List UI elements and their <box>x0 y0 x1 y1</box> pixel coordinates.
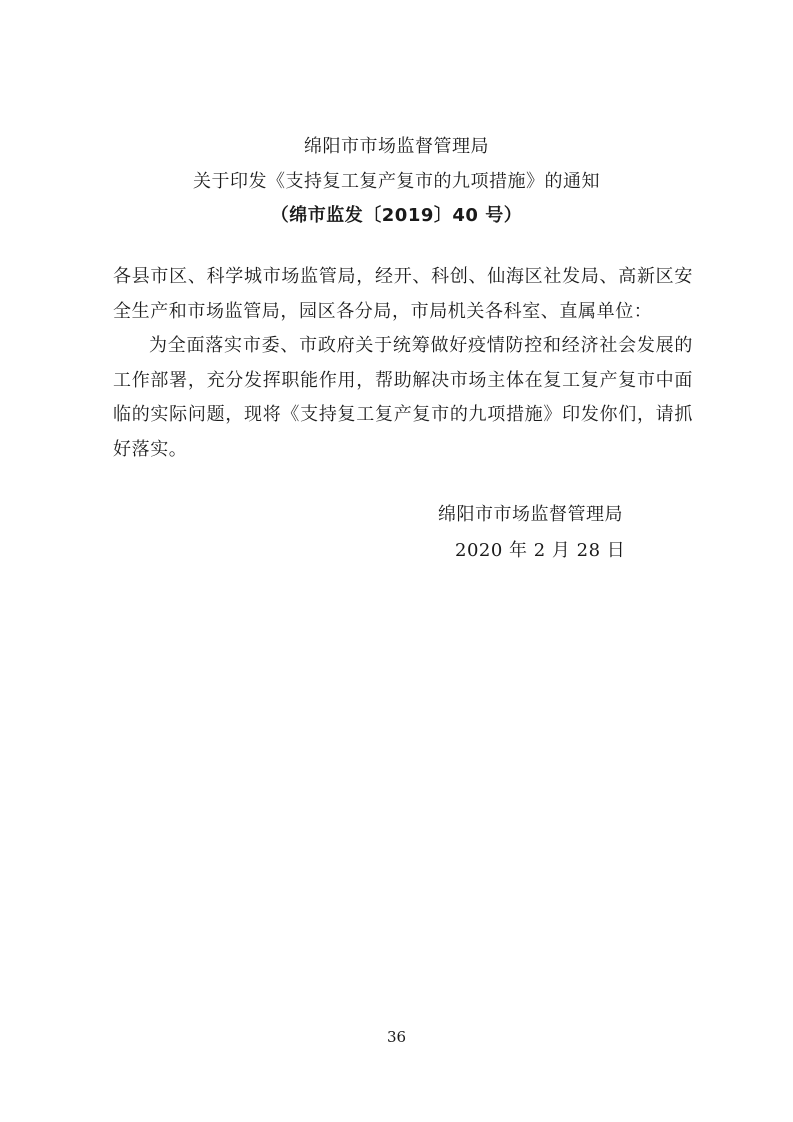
page-number: 36 <box>386 1028 407 1046</box>
addressee: 各县市区、科学城市场监管局，经开、科创、仙海区社发局、高新区安全生产和市场监管局，园区各分局，市局机关各科室、直属单位： <box>113 266 693 322</box>
document-title: 关于印发《支持复工复产复市的九项措施》的通知 <box>193 171 600 192</box>
document-number: （绵市监发〔2019〕40 号） <box>270 205 523 226</box>
issuer-line: 绵阳市市场监督管理局 <box>304 136 489 157</box>
body-paragraph: 为全面落实市委、市政府关于统筹做好疫情防控和经济社会发展的工作部署，充分发挥职能作用，帮助解决市场主体在复工复产复市中面临的实际问题，现将《支持复工复产复市的九项措施》印发你们，请抓好落实。 <box>113 335 693 460</box>
signature-organization: 绵阳市市场监督管理局 <box>438 504 623 525</box>
signature-date: 2020 年 2 月 28 日 <box>455 540 626 561</box>
